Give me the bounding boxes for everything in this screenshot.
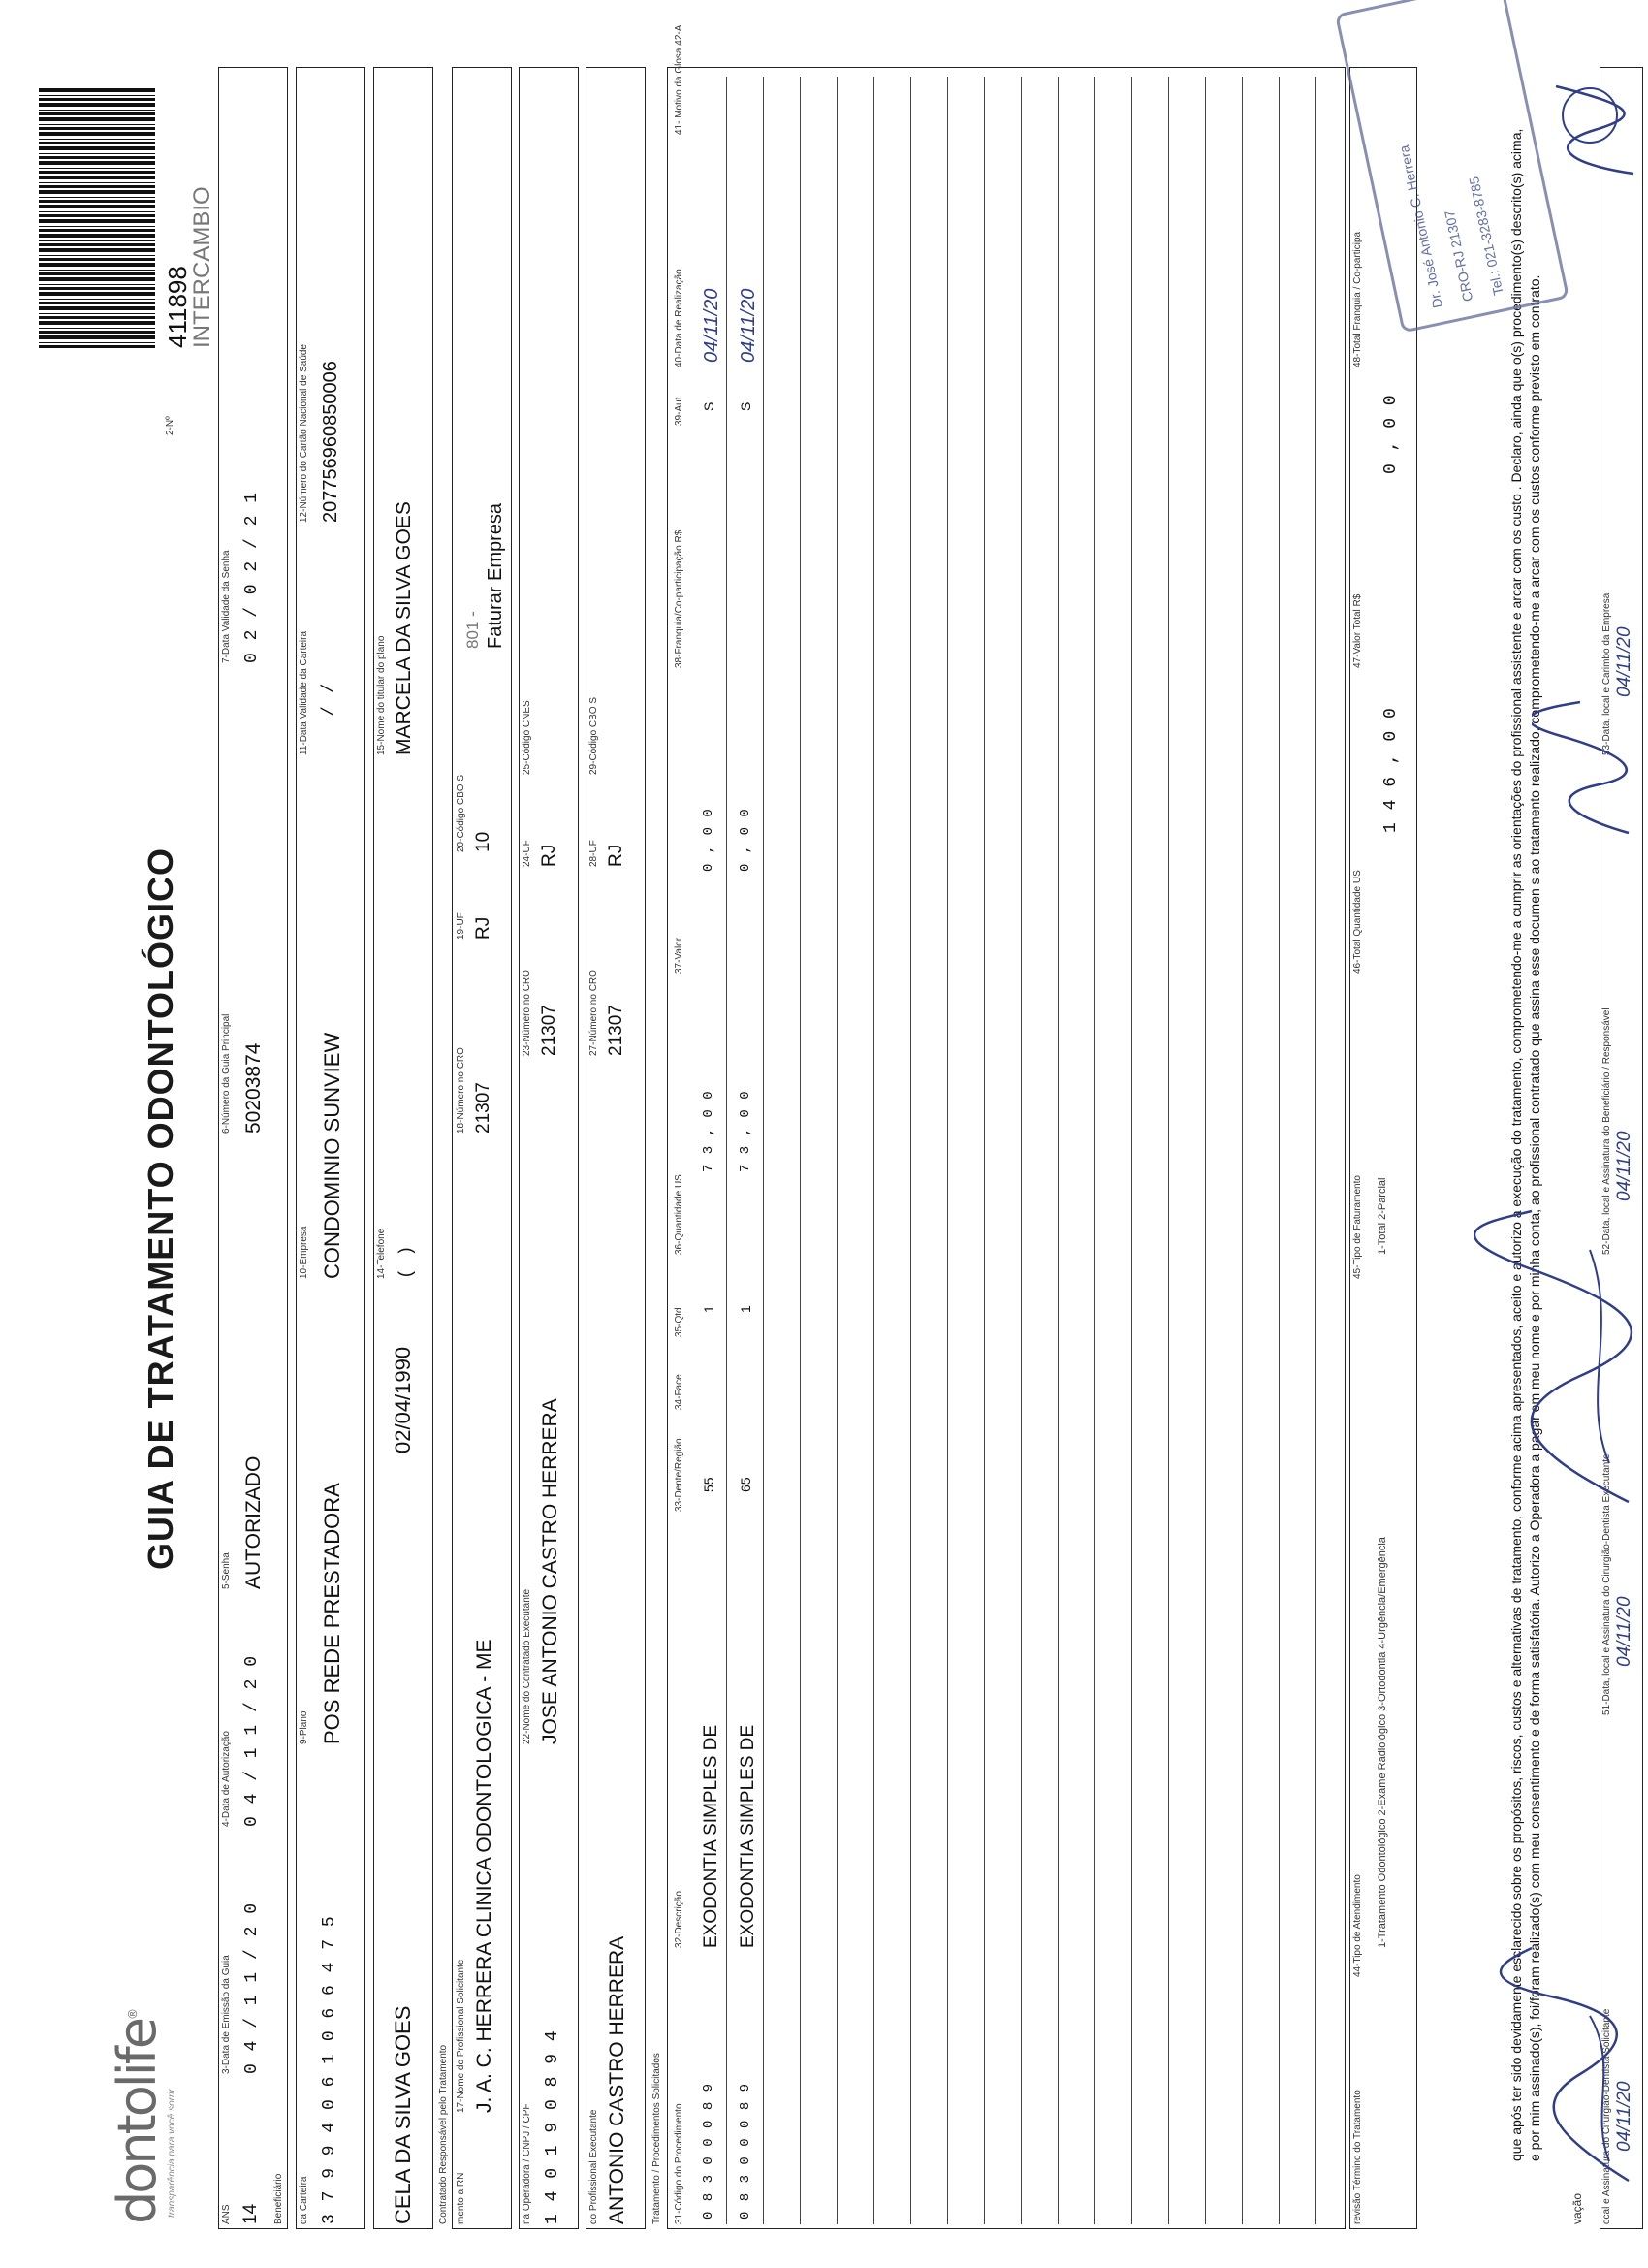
table-header: 38-Franquia/Co-participação R$ [674,529,684,668]
signature-top-right [1537,67,1643,183]
table-header: 33-Dente/Região [674,1438,684,1512]
uf3-label: 28-UF [588,840,599,867]
faturar-value: Faturar Empresa [485,502,506,649]
row-name [373,67,433,2229]
table-header: 32-Descrição [674,1891,684,1948]
table-row-line [1168,77,1169,2224]
table-row-line [947,77,948,2224]
atendimento-label: 44-Tipo de Atendimento [1352,1874,1363,1977]
validade-senha-label: 7-Data Validade da Senha [221,550,232,663]
table-header: 31-Código do Procedimento [674,2103,684,2224]
sig52-label: 52-Data, local e Assinatura do Beneficiário / Responsável [1601,1007,1612,1255]
uf2-value: RJ [539,844,559,867]
titular-value: MARCELA DA SILVA GOES [393,501,415,755]
procedures-table [667,67,1346,2229]
autorizacao-label: 4-Data de Autorização [221,1731,232,1827]
dontolife-logo: dontolife® [107,2011,168,2224]
stamp-line-3: Tel.: 021-3283-8785 [1466,175,1506,297]
table-section-label: Tratamento / Procedimentos Solicitados [651,2053,662,2224]
plano-label: 9-Plano [299,1710,309,1744]
contratado-exec-value: JOSE ANTONIO CASTRO HERRERA [539,1398,561,1744]
row-executante [519,67,579,2229]
cbo-value: 10 [473,831,493,852]
logo-slogan: transparência para você sorrir [167,2089,177,2218]
cro2-label: 23-Número no CRO [522,970,532,1056]
uf-value: RJ [473,916,493,940]
table-row-line [1131,77,1132,2224]
prof-solicitante-label: 17-Nome do Profissional Solicitante [456,1959,466,2113]
sig51-label: 51-Data, local e Assinatura do Cirurgião-Dentista Executante [1601,1453,1612,1715]
table-row-line [1242,77,1243,2224]
total-franquia-label: 48-Total Franquia / Co-participa [1352,231,1363,367]
faturar-code: 801 - [463,611,482,649]
sig50-label: ocal e Assinatura do Cirurgião-Dentista Solicitante [1601,2008,1612,2224]
signature-dentist-solicitante [1493,1938,1648,2190]
cnes-label: 25-Código CNES [522,700,532,775]
cns-label: 12-Número do Cartão Nacional de Saúde [299,344,309,523]
empresa-value: CONDOMINIO SUNVIEW [320,1032,344,1279]
table-row-line [1058,77,1059,2224]
telefone-value: ( ) [397,1244,417,1279]
telefone-label: 14-Telefone [376,1228,387,1279]
cro3-value: 21307 [606,1005,626,1056]
contratado-label: Contratado Responsável pelo Tratamento [438,2044,449,2224]
table-row-line [763,77,764,2224]
validade-carteira-label: 11-Data Validade da Carteira [299,630,309,755]
page-title: GUIA DE TRATAMENTO ODONTOLÓGICO [141,847,180,1570]
table-row-line [800,77,801,2224]
rn-label: mento a RN [456,2172,466,2224]
plano-value: POS REDE PRESTADORA [320,1483,344,1744]
prof-exec-value: ANTONIO CASTRO HERRERA [606,1935,628,2224]
autorizacao-value: 0 4 / 1 1 / 2 0 [242,1654,262,1827]
guia-principal-label: 6-Número da Guia Principal [221,1013,232,1134]
emissao-label: 3-Data de Emissão da Guia [221,1955,232,2074]
guide-number: 411898 [163,266,192,348]
total-us-value: 1 4 6 , 0 0 [1381,707,1401,833]
table-cell-descricao: EXODONTIA SIMPLES DE [701,1724,721,1948]
table-row-line [837,77,838,2224]
table-row-line [873,77,874,2224]
table-cell-us: 7 3 , 0 0 [701,1090,716,1172]
table-cell-data: 04/11/20 [738,288,759,363]
table-cell-dente: 65 [738,1477,753,1492]
validade-carteira-value: / / [320,682,339,717]
table-cell-descricao: EXODONTIA SIMPLES DE [738,1724,758,1948]
emissao-value: 0 4 / 1 1 / 2 0 [242,1901,262,2074]
table-cell-codigo: 0 8 3 0 0 0 8 9 [701,2082,716,2220]
cro-value: 21307 [473,1082,493,1134]
table-header: 36-Quantidade US [674,1174,684,1255]
sig53-label: 53-Data, local e Carimbo da Empresa [1601,592,1612,755]
declaration-text: que após ter sido devidamente esclarecido sobre os propósitos, riscos, custos e alternativas de tratamento, conforme acima apresentados, aceito e autorizo a execução do tratamento, comprometendo-me a cumprir as orientações do profissional assistente e arcar com os custo . Declaro, ainda que o(s) procedimento(s) descrito(s) acima, e por mim assinado(s), foi/foram realizado(s) com meu consentimento e de forma satisfatória. Autorizo a Operadora a pagar em meu nome e por minha conta, ao profissional contratado que assina esse documen s ao tratamento realizado, comprometendo-me a arcar com os custos conforme previsto em contrato. [1508,128,1542,2161]
previsao-label: revisão Término do Tratamento [1352,2090,1363,2224]
signature-beneficiary [1532,697,1638,843]
prof-solicitante-value: J. A. C. HERRERA CLINICA ODONTOLOGICA - ME [473,1639,495,2113]
guide-type: INTERCAMBIO [189,186,215,348]
cro3-label: 27-Número no CRO [588,970,599,1056]
total-valor-value: 0 , 0 0 [1381,394,1401,474]
carteira-label: da Carteira [299,2176,309,2224]
observacao-label: vação [1570,2192,1584,2224]
uf-label: 19-UF [456,912,466,940]
uf3-value: RJ [606,844,626,867]
contratado-exec-label: 22-Nome do Contratado Executante [522,1588,532,1744]
table-header: 37-Valor [674,937,684,974]
handwritten-date-4: 04/11/20 [1614,626,1634,697]
carteira-value: 3 7 9 9 4 0 6 1 0 6 6 4 7 5 [320,1915,339,2224]
table-row-line [910,77,911,2224]
guia-principal-value: 50203874 [242,1042,265,1134]
table-row-line [1279,77,1280,2224]
table-cell-data: 04/11/20 [701,288,722,363]
senha-value: AUTORIZADO [242,1455,265,1589]
table-row-line [726,77,727,2224]
table-cell-valor: 0 , 0 0 [738,808,753,872]
table-cell-qtd: 1 [738,1305,753,1313]
prof-exec-label: do Profissional Executante [588,2109,599,2224]
table-header: 39-Aut [674,397,684,426]
faturamento-options: 1-Total 2-Parcial [1377,1177,1388,1255]
table-cell-us: 7 3 , 0 0 [738,1090,753,1172]
nascimento-value: 02/04/1990 [391,1346,415,1453]
beneficiario-label: Beneficiário [273,2173,284,2224]
senha-label: 5-Senha [221,1552,232,1589]
handwritten-date-1: 04/11/20 [1614,2081,1634,2152]
atendimento-options: 1-Tratamento Odontológico 2-Exame Radiológico 3-Ortodontia 4-Urgência/Emergência [1377,1537,1388,1948]
stamp-line-1: Dr. José Antonio C. Herrera [1395,144,1446,310]
guide-number-label: 2-Nº [165,416,175,435]
cns-value: 207756960850006 [320,361,341,523]
table-row-line [984,77,985,2224]
cbo-label: 20-Código CBO S [456,774,466,852]
table-row-line [1094,77,1095,2224]
titular-label: 15-Nome do titular do plano [376,635,387,755]
faturamento-label: 45-Tipo de Faturamento [1352,1175,1363,1279]
ans-value: 14 [240,2203,261,2224]
row-profissional [586,67,646,2229]
table-row-line [1315,77,1316,2224]
table-row-line [1021,77,1022,2224]
table-header: 35-Qtd [674,1307,684,1337]
cnpj-value: 1 4 0 1 9 0 8 9 4 [543,2029,562,2224]
empresa-label: 10-Empresa [299,1226,309,1279]
cbo3-label: 29-Código CBO S [588,696,599,775]
handwritten-date-2: 04/11/20 [1614,1596,1634,1667]
uf2-label: 24-UF [522,840,532,867]
table-cell-aut: S [701,401,716,411]
total-valor-label: 47-Valor Total R$ [1352,593,1363,668]
cro2-value: 21307 [539,1005,559,1056]
signature-dentist-executante [1474,1201,1648,1512]
cnpj-label: na Operadora / CNPJ / CPF [522,2103,532,2224]
validade-senha-value: 0 2 / 0 2 / 2 1 [242,491,262,663]
table-row-line [1205,77,1206,2224]
stamp-line-2: CRO-RJ 21307 [1441,208,1476,303]
table-header: 34-Face [674,1374,684,1410]
table-cell-valor: 0 , 0 0 [701,808,716,872]
table-cell-codigo: 0 8 3 0 0 0 8 9 [738,2082,753,2220]
handwritten-date-3: 04/11/20 [1614,1131,1634,1201]
cro-label: 18-Número no CRO [456,1047,466,1134]
barcode-image [39,86,155,348]
table-cell-dente: 55 [701,1477,716,1492]
table-header: 41- Motivo da Glosa 42-A [674,24,684,135]
nome-value: CELA DA SILVA GOES [391,2005,415,2224]
ans-label: ANS [221,2204,232,2224]
table-header: 40-Data de Realização [674,269,684,367]
table-cell-aut: S [738,401,753,411]
table-cell-qtd: 1 [701,1305,716,1313]
total-us-label: 46-Total Quantidade US [1352,870,1363,974]
